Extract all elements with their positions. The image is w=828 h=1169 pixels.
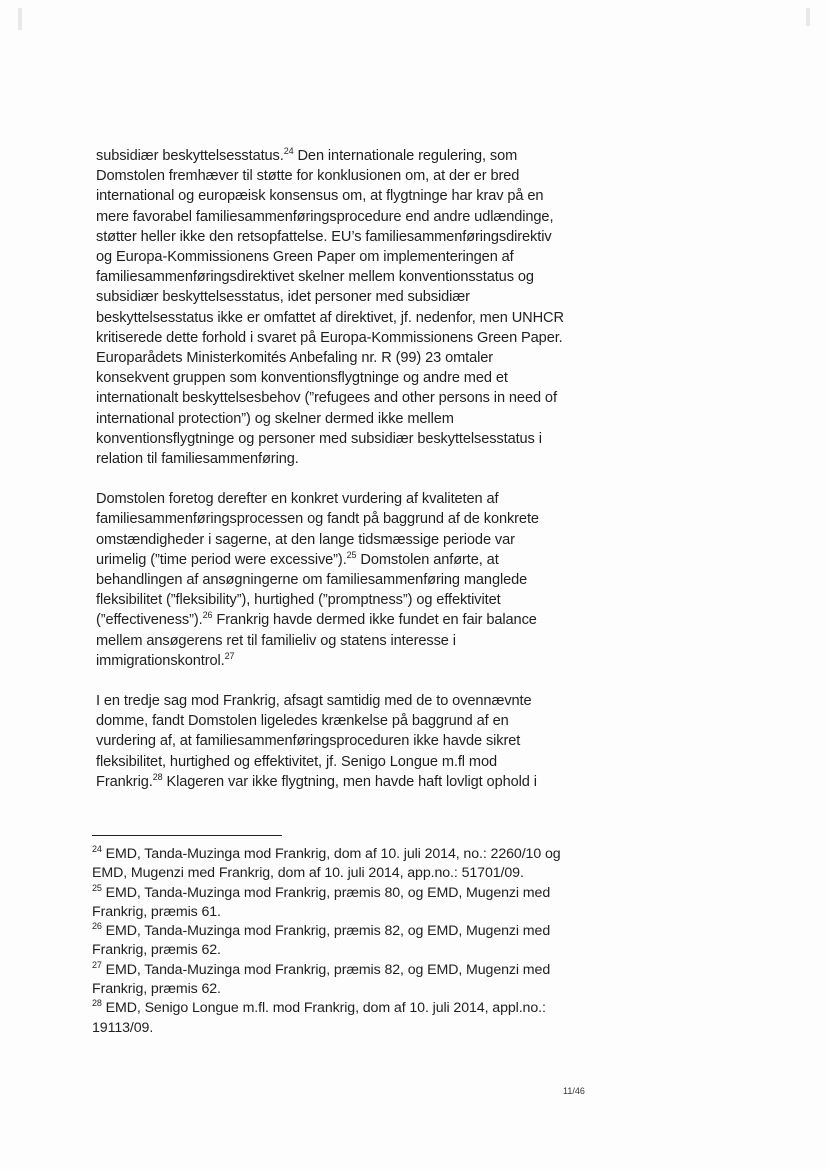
paragraph-2 <box>96 489 566 671</box>
footnote-text: EMD, Tanda-Muzinga mod Frankrig, præmis 82, og EMD, Mugenzi med Frankrig, præmis 62. <box>92 961 551 998</box>
text-segment: I en tredje sag mod Frankrig, afsagt samtidig med de to ovennævnte domme, fandt Domstolen ligeledes krænkelse på baggrund af en vurdering af, at familiesammenføringsproceduren ikke havde sikret fleksibilitet, hurtighed og effektivitet, jf. Senigo Longue m.fl mod Frankrig. <box>96 693 532 790</box>
footnote-28 <box>92 999 564 1038</box>
paragraph-1 <box>96 146 566 469</box>
footnote-text: EMD, Tanda-Muzinga mod Frankrig, præmis 80, og EMD, Mugenzi med Frankrig, præmis 61. <box>92 884 551 920</box>
body-text <box>96 146 566 792</box>
footnote-separator <box>92 835 282 836</box>
footnote-27 <box>92 961 564 1000</box>
text-segment: Klageren var ikke flygtning, men havde haft lovligt ophold i <box>162 773 537 790</box>
footnote-text: EMD, Tanda-Muzinga mod Frankrig, præmis 82, og EMD, Mugenzi med Frankrig, præmis 62. <box>92 923 551 959</box>
text-segment: Domstolen foretog derefter en konkret vurdering af kvaliteten af familiesammenføringsprocessen og fandt på baggrund af de konkrete omstændigheder i sagerne, at den lange tidsmæssige periode var urimelig (”time period were excessive”). <box>96 491 539 568</box>
page-number: 11/46 <box>563 1086 585 1096</box>
text-segment: Frankrig havde dermed ikke fundet en fair balance mellem ansøgerens ret til familieliv og statens interesse i immigrationskontrol. <box>96 612 537 669</box>
footnote-text: EMD, Tanda-Muzinga mod Frankrig, dom af 10. juli 2014, no.: 2260/10 og EMD, Mugenzi med Frankrig, dom af 10. juli 2014, app.no.: 51701/09. <box>92 846 561 882</box>
text-segment: Domstolen anførte, at behandlingen af ansøgningerne om familiesammenføring manglede fleksibilitet (”fleksibility”), hurtighed (”promptness”) og effektivitet (”effectiveness”). <box>96 551 528 629</box>
text-segment: Den internationale regulering, som Domstolen fremhæver til støtte for konklusionen om, at der er bred international og europæisk konsensus om, at flygtninge har krav på en mere favorabel familiesammenføringsprocedure end andre udlændinge, støtter heller ikke den retsopfattelse. EU’s familiesammenføringsdirektiv og Europa-Kommissionens Green Paper om implementeringen af familiesammenføringsdirektivet skelner mellem konventionsstatus og subsidiær beskyttelsesstatus, idet personer med subsidiær beskyttelsesstatus ikke er omfattet af direktivet, jf. nedenfor, men UNHCR kritiserede dette forhold i svaret på Europa-Kommissionens Green Paper. Europarådets Ministerkomités Anbefaling nr. R (99) 23 omtaler konsekvent gruppen som konventionsflygtninge og andre med et internationalt beskyttelsesbehov (”refugees and other persons in need of international protection”) og skelner dermed ikke mellem konventionsflygtninge og personer med subsidiær beskyttelsesstatus i relation til familiesammenføring. <box>96 148 564 468</box>
footnote-number: 28 <box>92 998 102 1009</box>
footnote-24 <box>92 845 564 884</box>
footnote-number: 26 <box>92 921 102 932</box>
footnote-reference: 26 <box>202 610 213 621</box>
footnote-25 <box>92 884 564 923</box>
footnote-reference: 25 <box>346 549 357 560</box>
text-segment: subsidiær beskyttelsesstatus. <box>96 148 284 164</box>
paragraph-3 <box>96 691 566 792</box>
scan-artifact <box>806 8 810 26</box>
footnote-number: 24 <box>92 844 102 854</box>
footnote-text: EMD, Senigo Longue m.fl. mod Frankrig, dom af 10. juli 2014, appl.no.: 19113/09. <box>92 1000 546 1036</box>
footnote-26 <box>92 922 564 961</box>
footnotes <box>92 845 564 1038</box>
footnote-reference: 28 <box>152 771 163 782</box>
footnote-number: 27 <box>92 959 102 970</box>
footnote-reference: 24 <box>283 146 294 156</box>
scan-artifact <box>18 8 22 30</box>
footnote-reference: 27 <box>224 650 235 661</box>
footnote-number: 25 <box>92 882 102 893</box>
